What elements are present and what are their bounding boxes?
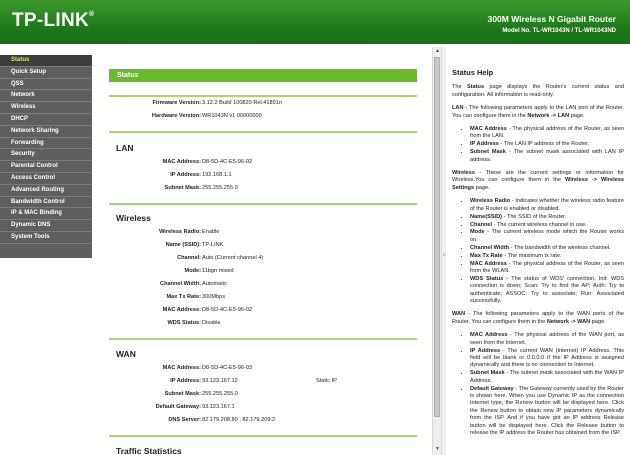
wl-radio-row (109, 228, 417, 237)
help-list-item: • Channel Width - The bandwidth of the wireless channel. (470, 245, 624, 252)
wl-mode-row (109, 267, 417, 276)
help-list-item: • Name(SSID) - The SSID of the Router. (470, 214, 624, 221)
wl-mac-label: MAC Address: (162, 307, 201, 313)
traffic-title: Traffic Statistics (116, 446, 182, 455)
sidebar-item-dhcp[interactable]: DHCP (0, 114, 92, 126)
help-panel (446, 47, 630, 455)
divider (109, 435, 417, 437)
lan-mac-row (109, 158, 417, 167)
hardware-label: Hardware Version: (151, 113, 201, 119)
help-list-item: • Subnet Mask - The subnet mask associated with LAN IP address. (470, 149, 624, 164)
firmware-label: Firmware Version: (152, 100, 201, 106)
lan-ip-row (109, 171, 417, 180)
sidebar-item-access-control[interactable]: Access Control (0, 173, 92, 185)
help-list-item: • IP Address - The current WAN (Internet) IP Address. This field will be blank or 0.0.0.0 if the IP Address is assigned dynamically and there is no connection to Internet. (470, 348, 624, 370)
divider (109, 95, 417, 97)
help-lan-list (452, 126, 624, 164)
scroll-down-icon[interactable]: ▼ (435, 446, 440, 452)
wan-mask-label: Subnet Mask: (164, 391, 201, 397)
wan-mask-value: 255.255.255.0 (202, 391, 238, 397)
sidebar-item-advanced-routing[interactable]: Advanced Routing (0, 185, 92, 197)
help-list-item: • MAC Address - The physical address of the Router, as seen from the LAN. (470, 126, 624, 141)
wan-mac-row (109, 364, 417, 373)
scroll-thumb[interactable] (434, 57, 440, 417)
firmware-value: 3.12.2 Build 100820 Rel.41891n (202, 100, 282, 106)
wl-channel-label: Channel: (177, 255, 201, 261)
divider (109, 338, 417, 340)
sidebar-item-ip-mac-binding[interactable]: IP & MAC Binding (0, 208, 92, 220)
wan-ip-type: Static IP (316, 378, 337, 384)
wan-mac-label: MAC Address: (162, 365, 201, 371)
help-wireless-para: Wireless - These are the current settings or information for Wireless.You can configure them in the Wireless -> Wireless Settings page. (452, 170, 624, 191)
help-wan-para: WAN - The following parameters apply to the WAN ports of the Router. You can configure them in the Network -> WAN page. (452, 311, 624, 325)
sidebar-item-bandwidth-control[interactable]: Bandwidth Control (0, 197, 92, 209)
help-list-item: • Default Gateway - The Gateway currently used by the Router is shown here. When you use Dynamic IP as the connection Internet type, the Renew button will be displayed here. Click the Renew button to obtain new IP parameters dynamically from the ISP. And if you have got an IP address Release button will be displayed here. Click the Release button to release the IP address the Router has obtained from the ISP. (470, 386, 624, 438)
help-list-item: • MAC Address - The physical address of the Router, as seen from the WLAN. (470, 261, 624, 276)
sidebar-item-network[interactable]: Network (0, 90, 92, 102)
lan-ip-value: 192.168.1.1 (202, 172, 232, 178)
wl-mode-label: Mode: (184, 268, 201, 274)
help-list-item: • IP Address - The LAN IP address of the Router. (470, 141, 624, 148)
tp-link-logo: TP-LINK® (12, 10, 95, 31)
wireless-title: Wireless (116, 213, 151, 223)
wl-width-value: Automatic (202, 281, 227, 287)
wl-channel-value: Auto (Current channel 4) (202, 255, 264, 261)
sidebar-item-security[interactable]: Security (0, 149, 92, 161)
wl-rate-value: 300Mbps (202, 294, 226, 300)
main-content (95, 47, 432, 455)
wan-ip-label: IP Address: (170, 378, 201, 384)
model-number: Model No. TL-WR1043N / TL-WR1043ND (502, 28, 616, 34)
divider-grip-icon[interactable]: ≡ (443, 252, 446, 258)
wan-dns-row (109, 416, 417, 425)
wan-ip-row (109, 377, 417, 386)
help-title: Status Help (452, 68, 494, 77)
lan-mask-row (109, 184, 417, 193)
sidebar-item-status[interactable]: Status (0, 55, 92, 67)
status-title-bar: Status (109, 69, 417, 82)
wan-dns-value: 82.179.208.80 , 82.179.209.2 (202, 417, 276, 423)
sidebar-menu (0, 55, 92, 455)
wl-width-label: Channel Width: (160, 281, 201, 287)
sidebar-footer (0, 244, 92, 258)
sidebar-item-qss[interactable]: QSS (0, 79, 92, 91)
wan-gw-value: 93.123.167.1 (202, 404, 235, 410)
wan-mask-row (109, 390, 417, 399)
lan-mask-value: 255.255.255.0 (202, 185, 238, 191)
wl-radio-label: Wireless Radio: (159, 229, 201, 235)
wan-gw-row (109, 403, 417, 412)
wl-wds-value: Disable (202, 320, 221, 326)
lan-mac-label: MAC Address: (162, 159, 201, 165)
main-scrollbar[interactable] (432, 47, 441, 455)
divider (109, 131, 417, 133)
sidebar-item-wireless[interactable]: Wireless (0, 102, 92, 114)
help-wan-list (452, 332, 624, 437)
wan-ip-value: 93.123.167.12 (202, 378, 238, 384)
scroll-up-icon[interactable]: ▲ (435, 48, 440, 54)
wl-rate-label: Max Tx Rate: (166, 294, 201, 300)
help-list-item: • MAC Address - The physical address of the WAN port, as seen from the Internet. (470, 332, 624, 347)
help-intro: The Status page displays the Router's current status and configuration. All information is read-only. (452, 84, 624, 98)
wl-ssid-label: Name (SSID): (165, 242, 201, 248)
help-lan-para: LAN - The following parameters apply to the LAN port of the Router. You can configure them in the Network -> LAN page. (452, 105, 624, 119)
hardware-value: WR1043N v1 00000000 (202, 113, 262, 119)
wl-mode-value: 11bgn mixed (202, 268, 234, 274)
wl-radio-value: Enable (202, 229, 220, 235)
wan-gw-label: Default Gateway: (155, 404, 201, 410)
help-list-item: • Subnet Mask - The subnet mask associated with the WAN IP Address. (470, 370, 624, 385)
lan-mac-value: D8-5D-4C-E5-96-02 (202, 159, 253, 165)
wl-wds-row (109, 319, 417, 328)
sidebar-item-quick-setup[interactable]: Quick Setup (0, 67, 92, 79)
sidebar-item-dynamic-dns[interactable]: Dynamic DNS (0, 220, 92, 232)
wl-mac-value: D8-5D-4C-E5-96-02 (202, 307, 253, 313)
help-list-item: • Max Tx Rate - The maximum tx rate. (470, 253, 624, 260)
wl-wds-label: WDS Status: (167, 320, 201, 326)
product-name: 300M Wireless N Gigabit Router (487, 14, 616, 24)
sidebar-item-system-tools[interactable]: System Tools (0, 232, 92, 244)
lan-title: LAN (116, 143, 134, 153)
header-banner (0, 0, 630, 44)
sidebar-item-network-sharing[interactable]: Network Sharing (0, 126, 92, 138)
wl-ssid-row (109, 241, 417, 250)
sidebar-item-parental-control[interactable]: Parental Control (0, 161, 92, 173)
wan-title: WAN (116, 349, 136, 359)
help-list-item: • WDS Status - The status of WDS' connection, Init: WDS connection is down; Scan: Try to find the AP; Auth: Try to authenticate; ASSOC: Try to associate; Run: Associated successfully. (470, 276, 624, 306)
divider (109, 203, 417, 205)
help-list-item: • Wireless Radio - Indicates whether the wireless radio feature of the Router is enabled or disabled. (470, 198, 624, 213)
wl-mac-row (109, 306, 417, 315)
help-wireless-list (452, 198, 624, 305)
lan-ip-label: IP Address: (170, 172, 201, 178)
help-list-item: • Mode - The current wireless mode which the Router works on. (470, 229, 624, 244)
sidebar-item-forwarding[interactable]: Forwarding (0, 138, 92, 150)
wl-ssid-value: TP-LINK (202, 242, 224, 248)
help-list-item: • Channel - The current wireless channel in use. (470, 222, 624, 229)
firmware-row (109, 99, 417, 108)
wan-mac-value: D8-5D-4C-E5-96-03 (202, 365, 253, 371)
lan-mask-label: Subnet Mask: (164, 185, 201, 191)
wl-rate-row (109, 293, 417, 302)
wl-channel-row (109, 254, 417, 263)
wl-width-row (109, 280, 417, 289)
hardware-row (109, 112, 417, 121)
wan-dns-label: DNS Server: (168, 417, 201, 423)
